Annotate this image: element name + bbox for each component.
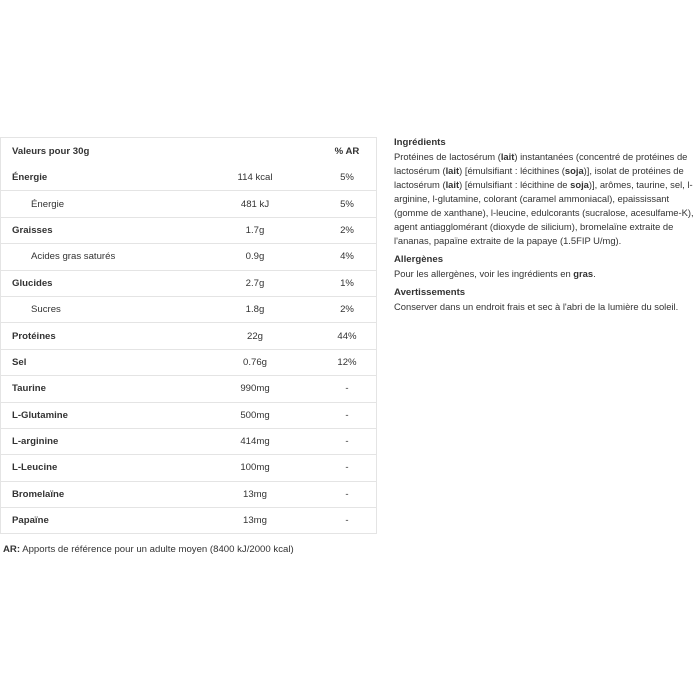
nutrient-ar: -	[345, 383, 349, 395]
nutrient-value: 114 kcal	[237, 171, 273, 183]
nutrient-value: 1.7g	[245, 224, 265, 236]
nutrient-name: Énergie	[31, 198, 65, 210]
nutrient-name: L-Leucine	[12, 462, 58, 474]
allergens-text-main: Pour les allergènes, voir les ingrédients en	[394, 268, 574, 279]
allergens-text-end: .	[593, 268, 596, 279]
nutrient-ar: 1%	[340, 277, 354, 289]
ingredient-allergen: lait	[445, 165, 460, 176]
ingredient-text: ) instantanées (concentré de protéines de lactosérum (	[394, 151, 688, 176]
nutrient-name: Sucres	[31, 304, 61, 316]
table-row	[1, 190, 376, 216]
nutrient-ar: -	[345, 436, 349, 448]
warnings-title: Avertissements	[394, 287, 466, 298]
nutrient-ar: -	[345, 515, 349, 527]
nutrient-name: L-Glutamine	[12, 409, 68, 421]
nutrient-name: Taurine	[12, 383, 46, 395]
nutrient-ar: 12%	[337, 356, 357, 368]
nutrient-value: 414mg	[240, 436, 270, 448]
nutrient-ar: -	[345, 462, 349, 474]
nutrient-name: Énergie	[12, 171, 48, 183]
allergens-section	[394, 253, 694, 281]
footnote-label: AR:	[3, 544, 21, 555]
allergens-text-bold: gras	[573, 268, 594, 279]
nutrient-ar: 2%	[340, 304, 354, 316]
footnote	[3, 544, 294, 555]
ingredient-text: ) [émulsifiant : lécithine de	[459, 179, 571, 190]
nutrient-value: 500mg	[240, 409, 270, 421]
nutrient-name: Glucides	[12, 277, 53, 289]
nutrient-value: 0.76g	[242, 356, 267, 368]
nutrient-name: Bromelaïne	[12, 488, 65, 500]
allergens-title: Allergènes	[394, 254, 444, 265]
ingredient-allergen: soja	[570, 179, 589, 190]
nutrient-name: Protéines	[12, 330, 56, 342]
header-name: Valeurs pour 30g	[12, 145, 90, 157]
nutrient-value: 481 kJ	[240, 198, 270, 210]
warnings-section	[394, 286, 694, 314]
nutrient-name: Papaïne	[12, 515, 49, 527]
allergens-text	[394, 267, 694, 281]
nutrient-ar: 44%	[337, 330, 357, 342]
nutrient-ar: 5%	[340, 171, 354, 183]
ingredients-title: Ingrédients	[394, 137, 446, 148]
table-row	[1, 243, 376, 269]
ingredient-text: Protéines de lactosérum (	[394, 151, 501, 162]
nutrient-ar: -	[345, 409, 349, 421]
nutrient-value: 0.9g	[245, 251, 265, 263]
nutrient-value: 13mg	[243, 488, 267, 500]
table-header-row	[1, 138, 376, 164]
ingredient-text: ) [émulsifiant : lécithines (	[459, 165, 565, 176]
table-row	[1, 217, 376, 243]
table-row	[1, 507, 376, 533]
nutrient-name: L-arginine	[12, 436, 59, 448]
nutrient-name: Acides gras saturés	[31, 251, 116, 263]
nutrient-ar: -	[345, 488, 349, 500]
table-row	[1, 454, 376, 480]
nutrient-value: 1.8g	[245, 304, 265, 316]
nutrition-table	[0, 137, 377, 534]
table-row	[1, 402, 376, 428]
ingredient-text: )], isolat de protéines de lactosérum (	[394, 165, 684, 190]
product-info	[394, 136, 694, 319]
nutrient-value: 990mg	[240, 383, 270, 395]
ingredient-text: )], arômes, taurine, sel, l-arginine, l-glutamine, colorant (caramel ammoniacal), epaississant (gomme de xanthane), l-leucine, edulcorants (sucralose, acesulfame-K), agent antiagglomérant (dioxyde de silicium), bromelaïne extraite de l'ananas, papaïne extraite de la papaye (1.5FIP U/mg).	[394, 179, 694, 246]
table-row	[1, 322, 376, 348]
table-row	[1, 296, 376, 322]
table-row	[1, 375, 376, 401]
nutrient-value: 2.7g	[245, 277, 265, 289]
table-row	[1, 349, 376, 375]
ingredient-allergen: soja	[564, 165, 584, 176]
nutrient-ar: 2%	[340, 224, 354, 236]
table-row	[1, 428, 376, 454]
nutrient-value: 100mg	[240, 462, 270, 474]
ingredient-allergen: lait	[445, 179, 460, 190]
ingredients-text	[394, 150, 694, 248]
nutrient-value: 22g	[246, 330, 263, 342]
nutrient-ar: 4%	[340, 251, 354, 263]
nutrient-name: Graisses	[12, 224, 53, 236]
nutrient-name: Sel	[12, 356, 27, 368]
table-row	[1, 481, 376, 507]
warnings-text: Conserver dans un endroit frais et sec à l'abri de la lumière du soleil.	[394, 301, 679, 312]
nutrient-ar: 5%	[340, 198, 354, 210]
ingredients-section	[394, 136, 694, 248]
table-row	[1, 164, 376, 190]
footnote-text: Apports de référence pour un adulte moyen (8400 kJ/2000 kcal)	[20, 544, 294, 555]
table-row	[1, 270, 376, 296]
nutrient-value: 13mg	[243, 515, 267, 527]
ingredient-allergen: lait	[500, 151, 515, 162]
header-ar: % AR	[334, 145, 360, 157]
